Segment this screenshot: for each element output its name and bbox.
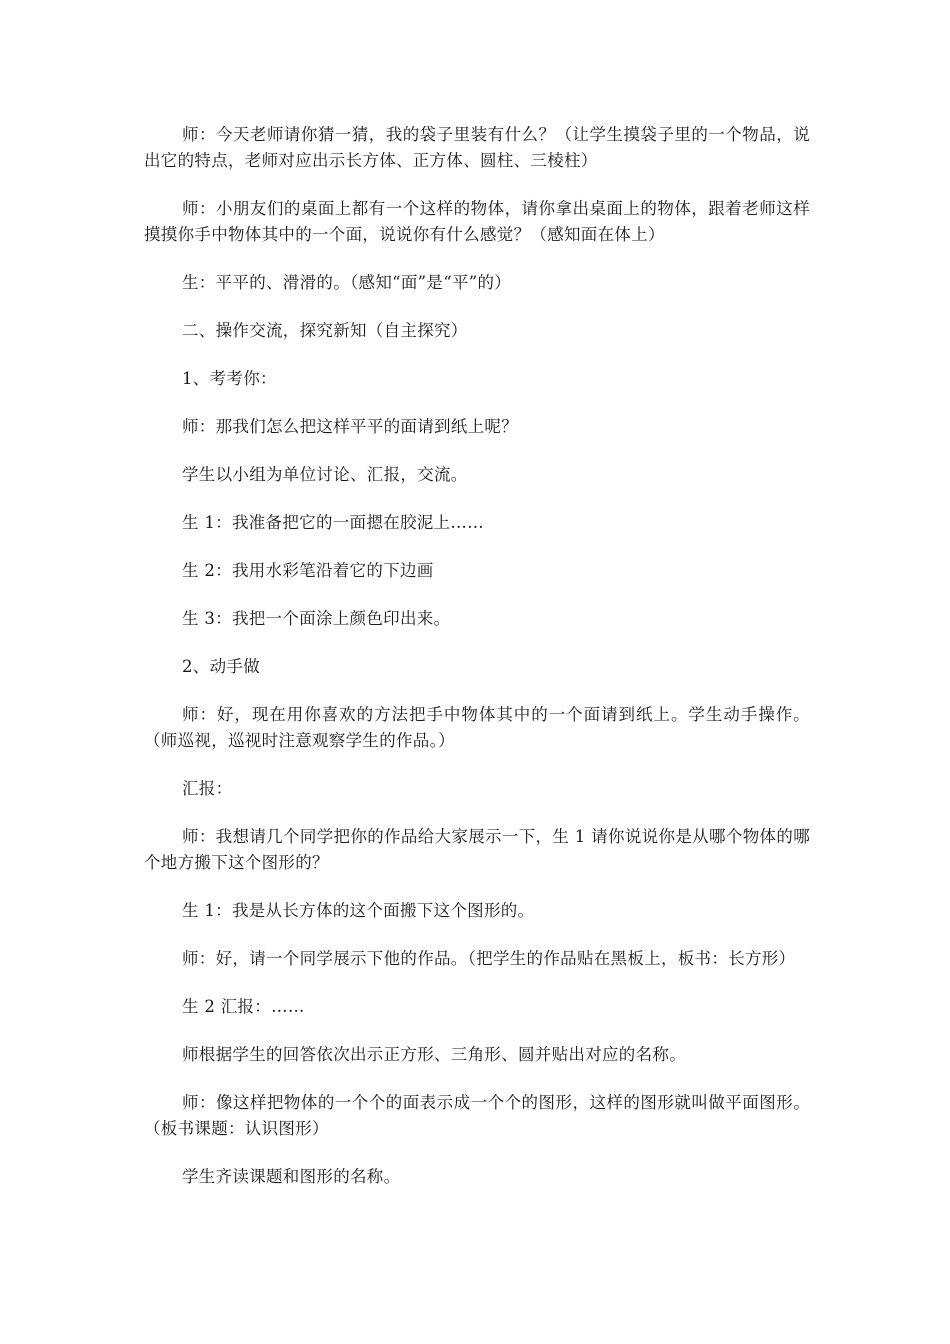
section-heading-2: 二、操作交流，探究新知（自主探究） (182, 321, 468, 340)
paragraph-15: 生 1：我是从长方体的这个面搬下这个图形的。 (182, 901, 535, 920)
paragraph-10: 生 3：我把一个面涂上颜色印出来。 (182, 609, 451, 628)
paragraph-6: 师：那我们怎么把这样平平的面请到纸上呢？ (182, 417, 518, 436)
paragraph-13: 汇报： (182, 779, 233, 798)
paragraph-18: 师根据学生的回答依次出示正方形、三角形、圆并贴出对应的名称。 (182, 1045, 686, 1064)
paragraph-7: 学生以小组为单位讨论、汇报，交流。 (182, 465, 468, 484)
paragraph-8: 生 1：我准备把它的一面摁在胶泥上…… (182, 513, 484, 532)
paragraph-3: 生：平平的、滑滑的。（感知“面”是“平”的） (182, 273, 512, 292)
paragraph-17: 生 2 汇报：…… (182, 997, 305, 1016)
paragraph-14: 师：我想请几个同学把你的作品给大家展示一下，生 1 请你说说你是从哪个物体的哪个地方搬下这个图形的？ (144, 827, 810, 872)
paragraph-12: 师：好，现在用你喜欢的方法把手中物体其中的一个面请到纸上。学生动手操作。（师巡视，巡视时注意观察学生的作品。） (144, 705, 810, 750)
paragraph-16: 师：好，请一个同学展示下他的作品。（把学生的作品贴在黑板上，板书：长方形） (182, 949, 796, 968)
paragraph-9: 生 2：我用水彩笔沿着它的下边画 (182, 561, 434, 580)
document-body (144, 122, 810, 1212)
paragraph-1: 师：今天老师请你猜一猜，我的袋子里装有什么？（让学生摸袋子里的一个物品，说出它的特点，老师对应出示长方体、正方体、圆柱、三棱柱） (144, 125, 810, 170)
paragraph-20: 学生齐读课题和图形的名称。 (182, 1167, 401, 1186)
paragraph-19: 师：像这样把物体的一个个的面表示成一个个的图形，这样的图形就叫做平面图形。（板书课题：认识图形） (144, 1093, 810, 1138)
subheading-2: 2、动手做 (182, 657, 260, 676)
paragraph-2: 师：小朋友们的桌面上都有一个这样的物体，请你拿出桌面上的物体，跟着老师这样摸摸你手中物体其中的一个面，说说你有什么感觉？（感知面在体上） (144, 199, 810, 244)
subheading-1: 1、考考你： (182, 369, 277, 388)
